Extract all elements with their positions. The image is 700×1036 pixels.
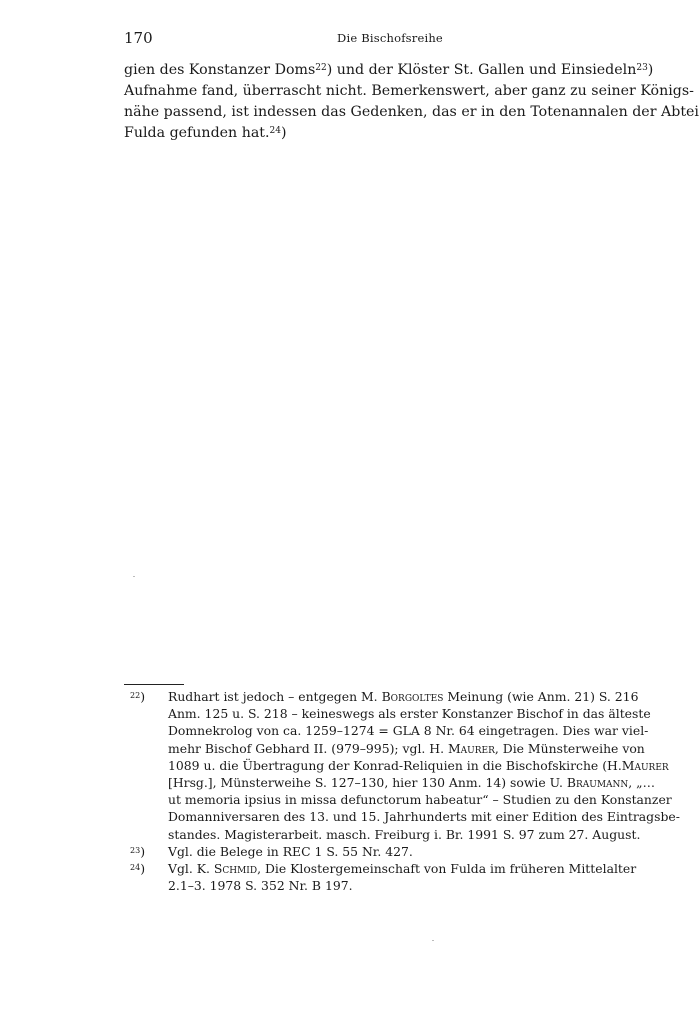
text-run: gien des Konstanzer Doms bbox=[124, 62, 316, 78]
author-name: Maurer bbox=[447, 740, 495, 756]
author-name: Maurer bbox=[621, 757, 669, 773]
footnote-22 bbox=[130, 688, 680, 843]
footnote-line: 2.1–3. 1978 S. 352 Nr. B 197. bbox=[168, 878, 353, 894]
text-run: , „… bbox=[628, 775, 655, 791]
text-run: mehr Bischof Gebhard II. (979–995); vgl. H. bbox=[168, 740, 448, 756]
body-line bbox=[124, 60, 654, 81]
text-run: ) bbox=[280, 125, 287, 141]
footnote-23 bbox=[130, 843, 573, 860]
footnote-marker: $^{22}$) bbox=[130, 689, 146, 704]
body-line: nähe passend, ist indessen das Gedenken, das er in den Totenannalen der Abtei bbox=[124, 104, 699, 120]
scan-speck bbox=[432, 940, 434, 941]
footnote-ref-23[interactable]: 23 bbox=[636, 63, 648, 73]
footnote-line: standes. Magisterarbeit. masch. Freiburg i. Br. 1991 S. 97 zum 27. August. bbox=[168, 826, 641, 842]
footnote-line bbox=[168, 757, 669, 774]
footnote-ref-24[interactable]: 24 bbox=[269, 126, 281, 136]
footnote-number: 22 bbox=[130, 691, 141, 700]
text-run: [Hrsg.], Münsterweihe S. 127–130, hier 130 Anm. 14) sowie U. bbox=[168, 775, 567, 791]
author-name: Braumann bbox=[566, 775, 629, 791]
page-number: 170 bbox=[124, 29, 153, 47]
footnote-line bbox=[168, 740, 645, 757]
text-run: , Die Klostergemeinschaft von Fulda im früheren Mittelalter bbox=[257, 861, 637, 877]
footnote-number: 23 bbox=[130, 845, 141, 855]
footnote-line bbox=[168, 860, 637, 877]
running-head: Die Bischofsreihe bbox=[337, 31, 443, 45]
footnote-number: 24 bbox=[130, 863, 141, 873]
footnote-line: ut memoria ipsius in missa defunctorum habeatur“ – Studien zu den Konstanzer bbox=[168, 792, 672, 808]
text-run: ) bbox=[647, 62, 654, 78]
footnote-line bbox=[168, 688, 639, 705]
text-run: Vgl. K. bbox=[168, 861, 214, 877]
body-line bbox=[124, 123, 573, 144]
author-name: Schmid bbox=[213, 861, 258, 877]
body-line: Aufnahme fand, überrascht nicht. Bemerkenswert, aber ganz zu seiner Königs- bbox=[124, 83, 694, 99]
text-run: 1089 u. die Übertragung der Konrad-Reliquien in die Bischofskirche (H. bbox=[168, 757, 622, 773]
footnote-rule bbox=[124, 684, 184, 685]
text-run: ) und der Klöster St. Gallen und Einsiedeln bbox=[326, 62, 637, 78]
author-name: Borgoltes bbox=[381, 689, 444, 704]
text-run: Fulda gefunden hat. bbox=[124, 125, 270, 141]
scan-speck bbox=[133, 576, 135, 577]
footnote-marker: $^{23}$) bbox=[130, 843, 146, 859]
footnotes bbox=[130, 688, 680, 894]
footnote-marker: $^{24}$) bbox=[130, 861, 146, 877]
text-run: Rudhart ist jedoch – entgegen M. bbox=[168, 689, 382, 704]
footnote-line bbox=[168, 774, 655, 791]
footnote-line: Anm. 125 u. S. 218 – keineswegs als erster Konstanzer Bischof in das älteste bbox=[168, 706, 651, 722]
footnote-line: Domanniversaren des 13. und 15. Jahrhunderts mit einer Edition des Eintragsbe- bbox=[168, 809, 680, 825]
main-text bbox=[124, 60, 699, 144]
text-run: , Die Münsterweihe von bbox=[494, 740, 645, 756]
footnote-line: Vgl. die Belege in REC 1 S. 55 Nr. 427. bbox=[168, 843, 413, 859]
footnote-line: Domnekrolog von ca. 1259–1274 = GLA 8 Nr. 64 eingetragen. Dies war viel- bbox=[168, 723, 649, 739]
footnote-24 bbox=[130, 860, 637, 894]
footnote-ref-22[interactable]: 22 bbox=[315, 63, 327, 73]
text-run: Meinung (wie Anm. 21) S. 216 bbox=[443, 689, 639, 704]
